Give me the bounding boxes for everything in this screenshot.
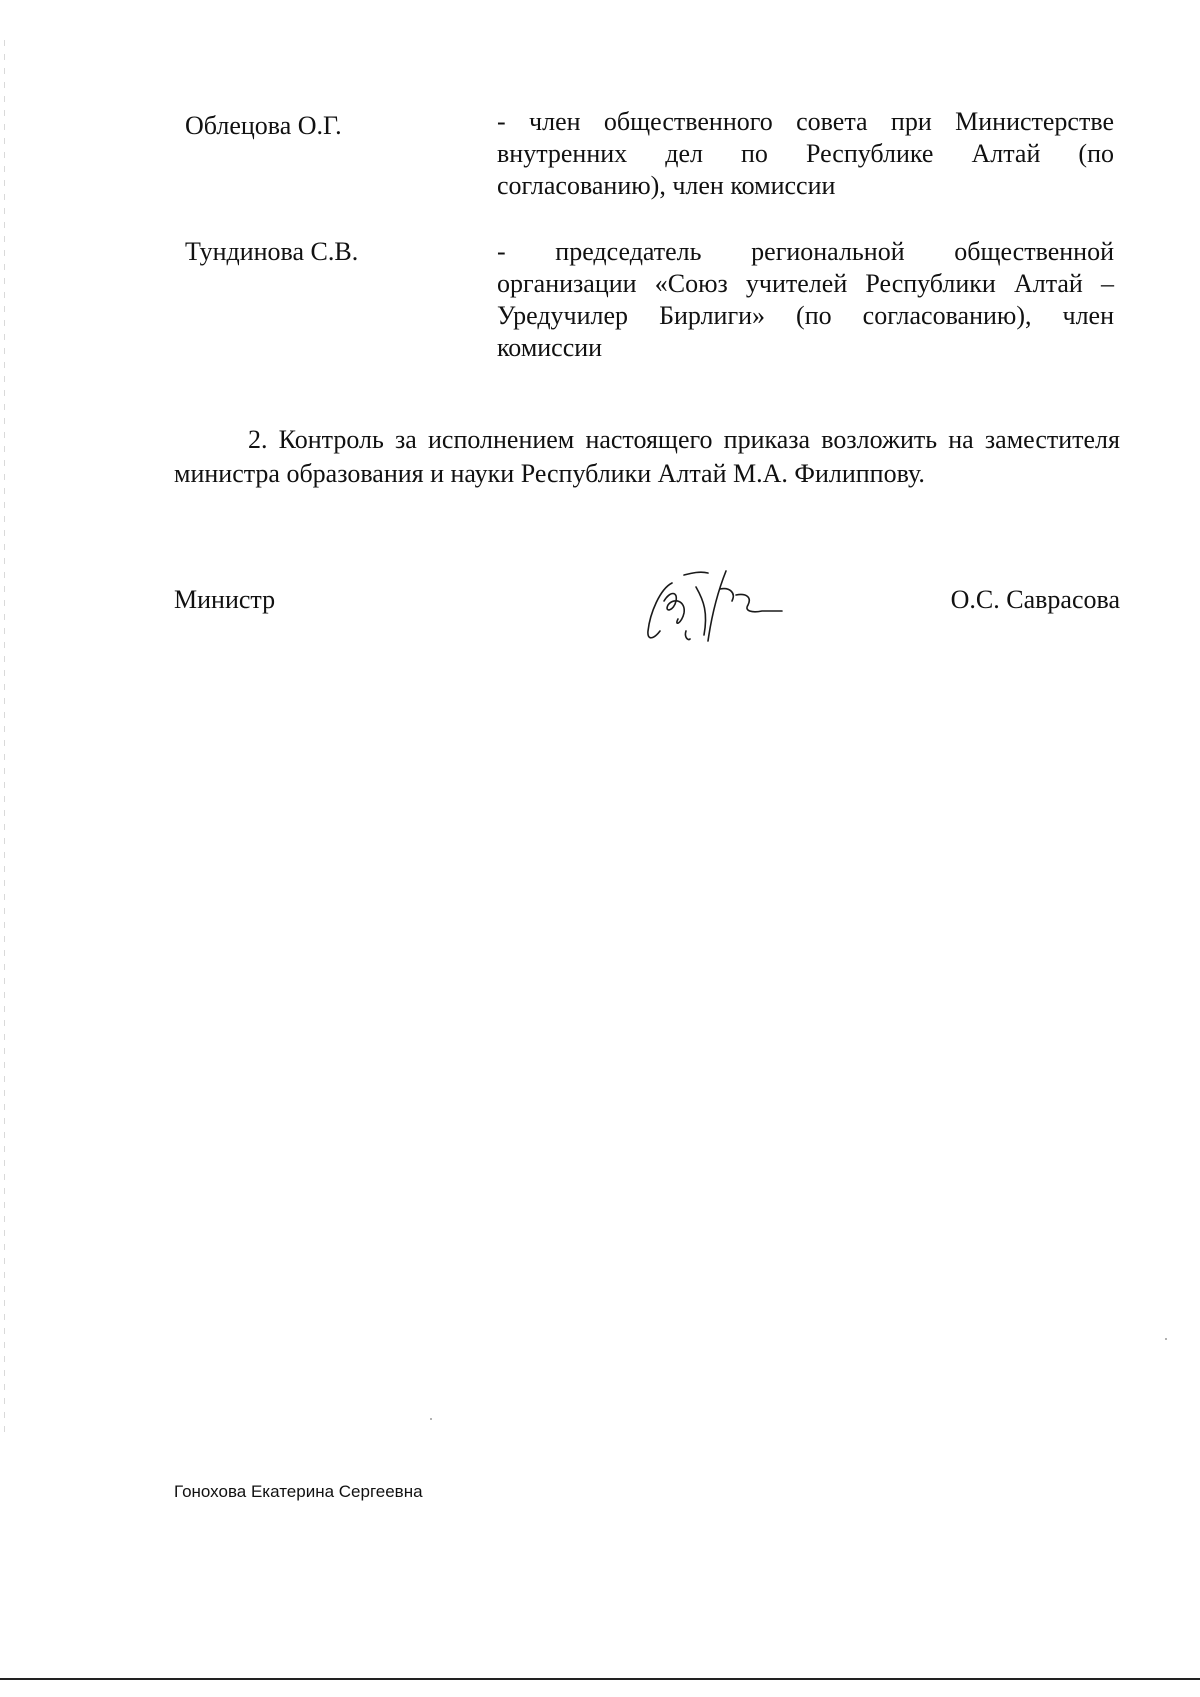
scan-speck: [1165, 1338, 1167, 1340]
member-name: Облецова О.Г.: [185, 111, 342, 140]
handwritten-signature: [634, 561, 814, 651]
signature-block: [174, 585, 1120, 665]
member-name: Тундинова С.В.: [185, 237, 359, 266]
signatory-name: О.С. Саврасова: [950, 585, 1120, 614]
commission-member-row: [185, 236, 1130, 366]
executor-name: Гонохова Екатерина Сергеевна: [174, 1482, 423, 1501]
bottom-rule: [0, 1678, 1200, 1680]
member-role: - председатель региональной общественной организации «Союз учителей Республики Алтай – Уредучилер Бирлиги» (по согласованию), член комиссии: [497, 237, 1114, 362]
scan-edge-artifact: [4, 40, 5, 1440]
member-role: - член общественного совета при Министерстве внутренних дел по Республике Алтай (по согласованию), член комиссии: [497, 107, 1114, 200]
scan-speck: [430, 1418, 432, 1420]
commission-member-row: [185, 106, 1130, 206]
signatory-title: Министр: [174, 585, 276, 614]
control-paragraph: 2. Контроль за исполнением настоящего приказа возложить на заместителя министра образования и науки Республики Алтай М.А. Филиппову.: [174, 425, 1120, 488]
